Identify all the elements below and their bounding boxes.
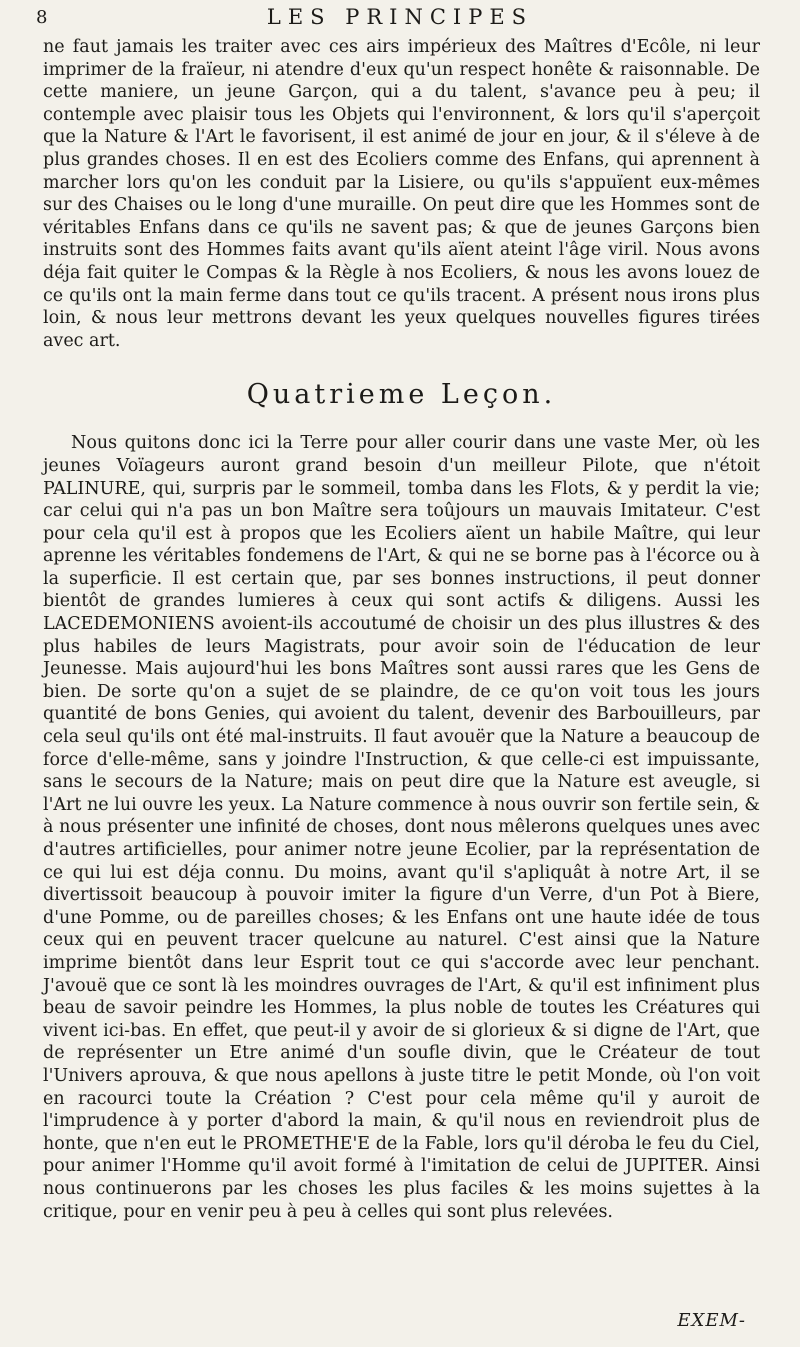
catchword: EXEM- [677, 1310, 746, 1331]
paragraph: Nous quitons donc ici la Terre pour aller courir dans une vaste Mer, où les jeunes Voïageurs auront grand besoin d'un meilleur Pilote, que n'étoit PALINURE, qui, surpris par le sommeil, tomba dans les Flots, & y perdit la vie; car celui qui n'a pas un bon Maître sera toûjours un mauvais Imitateur. C'est pour cela qu'il est à propos que les Ecoliers aïent un habile Maître, qui leur aprenne les véritables fondemens de l'Art, & qui ne se borne pas à l'écorce ou à la superficie. Il est certain que, par ses bonnes instructions, il peut donner bientôt de grandes lumieres à ceux qui sont actifs & diligens. Aussi les LACEDEMONIENS avoient-ils accoutumé de choisir un des plus illustres & des plus habiles de leurs Magistrats, pour avoir soin de l'éducation de leur Jeunesse. Mais aujourd'hui les bons Maîtres sont aussi rares que les Gens de bien. De sorte qu'on a sujet de se plaindre, de ce qu'on voit tous les jours quantité de bons Genies, qui avoient du talent, devenir des Barbouilleurs, par cela seul qu'ils ont été mal-instruits. Il faut avouër que la Nature a beaucoup de force d'elle-même, sans y joindre l'Instruction, & que celle-ci est impuissante, sans le secours de la Nature; mais on peut dire que la Nature est aveugle, si l'Art ne lui ouvre les yeux. La Nature commence à nous ouvrir son fertile sein, & à nous présenter une infinité de choses, dont nous mêlerons quelques unes avec d'autres artificielles, pour animer notre jeune Ecolier, par la représentation de ce qui lui est déja connu. Du moins, avant qu'il s'apliquât à notre Art, il se divertissoit beaucoup à pouvoir imiter la figure d'un Verre, d'un Pot à Biere, d'une Pomme, ou de pareilles choses; & les Enfans ont une haute idée de tous ceux qui en peuvent tracer quelcune au naturel. C'est ainsi que la Nature imprime bientôt dans leur Esprit tout ce qui s'accorde avec leur penchant. J'avouë que ce sont là les moindres ouvrages de l'Art, & qu'il est infiniment plus beau de savoir peindre les Hommes, la plus noble de toutes les Créatures qui vivent ici-bas. En effet, que peut-il y avoir de si glorieux & si digne de l'Art, que de représenter un Etre animé d'un soufle divin, que le Créateur de tout l'Univers aprouva, & que nous apellons à juste titre le petit Monde, où l'on voit en racourci toute la Création ? C'est pour cela même qu'il y auroit de l'imprudence à y porter d'abord la main, & qu'il nous en reviendroit plus de honte, que n'en eut le PROMETHE'E de la Fable, lors qu'il déroba le feu du Ciel, pour animer l'Homme qu'il avoit formé à l'imitation de celui de JUPITER. Ainsi nous continuerons par les choses les plus faciles & les moins sujettes à la critique, pour en venir peu à peu à celles qui sont plus relevées. [43, 433, 760, 1222]
running-head [0, 5, 800, 35]
body-text [43, 36, 760, 1223]
section-heading: Quatrieme Leçon. [246, 379, 557, 411]
running-title: LES PRINCIPES [266, 5, 534, 29]
paragraph: ne faut jamais les traiter avec ces airs impérieux des Maîtres d'Ecôle, ni leur imprimer de la fraïeur, ni atendre d'eux qu'un respect honête & raisonnable. De cette maniere, un jeune Garçon, qui a du talent, s'avance peu à peu; il contemple avec plaisir tous les Objets qui l'environnent, & lors qu'il s'aperçoit que la Nature & l'Art le favorisent, il est animé de jour en jour, & il s'éleve à de plus grandes choses. Il en est des Ecoliers comme des Enfans, qui aprennent à marcher lors qu'on les conduit par la Lisiere, ou qu'ils s'appuïent eux-mêmes sur des Chaises ou le long d'une muraille. On peut dire que les Hommes sont de véritables Enfans dans ce qu'ils ne savent pas; & que de jeunes Garçons bien instruits sont des Hommes faits avant qu'ils aïent ateint l'âge viril. Nous avons déja fait quiter le Compas & la Règle à nos Ecoliers, & nous les avons louez de ce qu'ils ont la main ferme dans tout ce qu'ils tracent. A présent nous irons plus loin, & nous leur mettrons devant les yeux quelques nouvelles figures tirées avec art. [43, 37, 760, 351]
page-number: 8 [36, 7, 48, 28]
